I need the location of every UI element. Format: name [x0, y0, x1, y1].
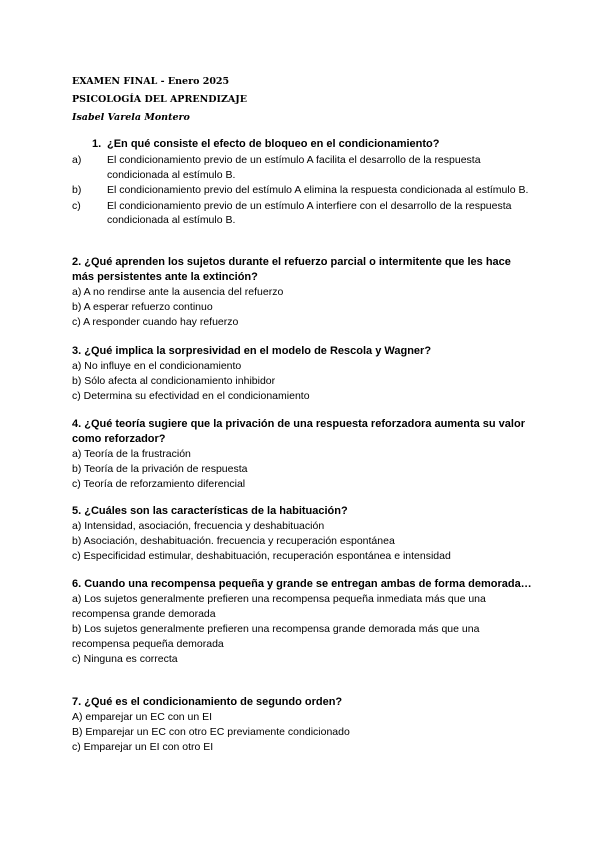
question-1-option-a: a) El condicionamiento previo de un estímulo A facilita el desarrollo de la respuesta condicionada al estímulo B.	[72, 154, 481, 181]
question-3-option-c: c) Determina su efectividad en el condicionamiento	[72, 390, 310, 402]
question-7-option-c: c) Emparejar un EI con otro EI	[72, 741, 214, 753]
question-2-text: 2. ¿Qué aprenden los sujetos durante el refuerzo parcial o intermitente que les hace más persistentes ante la extinción?	[72, 256, 511, 283]
question-6-option-a: a) Los sujetos generalmente prefieren una recompensa pequeña inmediata más que una recompensa grande demorada	[72, 593, 486, 620]
question-2-option-b: b) A esperar refuerzo continuo	[72, 301, 213, 313]
question-3-text: 3. ¿Qué implica la sorpresividad en el modelo de Rescola y Wagner?	[72, 345, 432, 357]
question-4-option-b: b) Teoría de la privación de respuesta	[72, 463, 248, 475]
question-4	[72, 417, 532, 492]
question-5-text: 5. ¿Cuáles son las características de la habituación?	[72, 505, 348, 517]
question-3	[72, 344, 532, 404]
exam-title: EXAMEN FINAL - Enero 2025	[72, 76, 230, 87]
question-6-option-b: b) Los sujetos generalmente prefieren una recompensa grande demorada más que una recompensa pequeña demorada	[72, 623, 480, 650]
exam-header	[72, 73, 247, 127]
question-6-text: 6. Cuando una recompensa pequeña y grande se entregan ambas de forma demorada…	[72, 578, 532, 590]
question-3-option-b: b) Sólo afecta al condicionamiento inhibidor	[72, 375, 276, 387]
question-4-text: 4. ¿Qué teoría sugiere que la privación de una respuesta reforzadora aumenta su valor como reforzador?	[72, 418, 525, 445]
question-2-option-c: c) A responder cuando hay refuerzo	[72, 316, 239, 328]
question-1	[72, 137, 532, 228]
question-5-option-a: a) Intensidad, asociación, frecuencia y deshabituación	[72, 520, 325, 532]
question-5	[72, 504, 532, 564]
question-4-option-c: c) Teoría de reforzamiento diferencial	[72, 478, 246, 490]
question-7-option-a: A) emparejar un EC con un EI	[72, 711, 213, 723]
question-6	[72, 577, 532, 667]
question-2-option-a: a) A no rendirse ante la ausencia del refuerzo	[72, 286, 284, 298]
question-7-text: 7. ¿Qué es el condicionamiento de segundo orden?	[72, 696, 343, 708]
question-5-option-c: c) Especificidad estimular, deshabituación, recuperación espontánea e intensidad	[72, 550, 451, 562]
question-6-option-c: c) Ninguna es correcta	[72, 653, 178, 665]
question-1-option-c: c) El condicionamiento previo de un estímulo A interfiere con el desarrollo de la respuesta condicionada al estímulo B.	[72, 199, 512, 226]
subject-title: PSICOLOGÍA DEL APRENDIZAJE	[72, 94, 247, 105]
question-4-option-a: a) Teoría de la frustración	[72, 448, 191, 460]
question-2	[72, 255, 532, 330]
question-1-text: 1. ¿En qué consiste el efecto de bloqueo en el condicionamiento?	[92, 138, 440, 150]
question-1-option-b: b) El condicionamiento previo del estímulo A elimina la respuesta condicionada al estímulo B.	[72, 184, 529, 196]
question-3-option-a: a) No influye en el condicionamiento	[72, 360, 242, 372]
question-5-option-b: b) Asociación, deshabituación. frecuencia y recuperación espontánea	[72, 535, 395, 547]
question-7	[72, 695, 532, 755]
author-name: Isabel Varela Montero	[72, 112, 190, 123]
question-7-option-b: B) Emparejar un EC con otro EC previamente condicionado	[72, 726, 350, 738]
